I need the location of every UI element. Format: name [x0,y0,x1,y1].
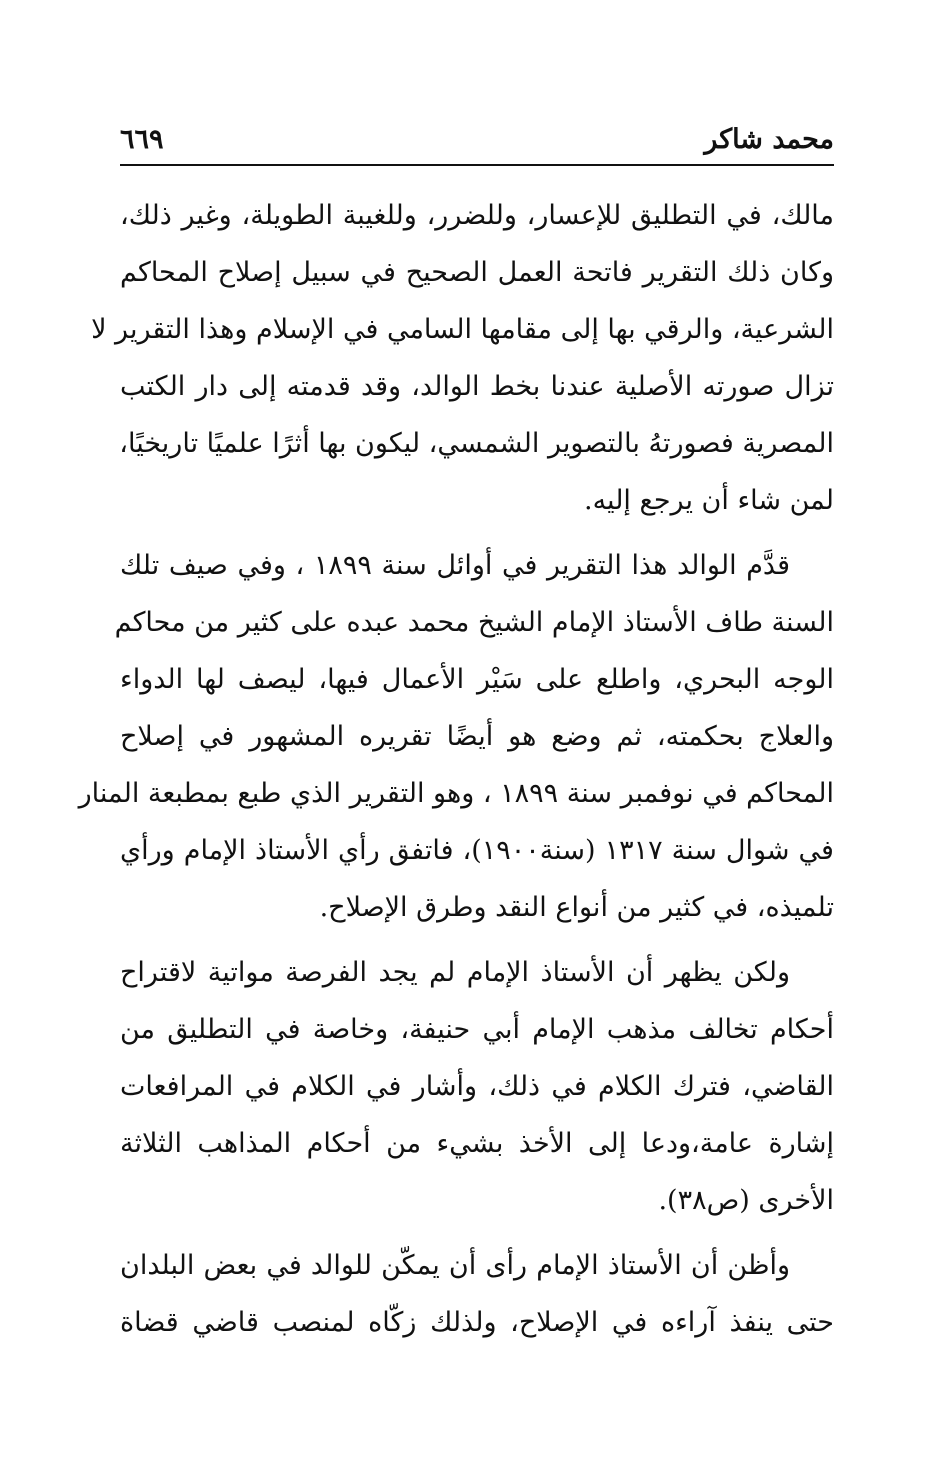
text-line: تلميذه، في كثير من أنواع النقد وطرق الإصلاح. [319,892,834,923]
text-line: مالك، في التطليق للإعسار، وللضرر، وللغيبة الطويلة، وغير ذلك، [120,200,834,231]
paragraph-1 [91,187,834,529]
running-head-title: محمد شاكر [704,124,834,155]
text-line: الأخرى (ص٣٨). [658,1185,834,1216]
text-line: أحكام تخالف مذهب الإمام أبي حنيفة، وخاصة في التطليق من [120,1014,834,1045]
text-line: وأظن أن الأستاذ الإمام رأى أن يمكّن للوالد في بعض البلدان [120,1250,790,1281]
text-line: المحاكم في نوفمبر سنة ١٨٩٩ ، وهو التقرير الذي طبع بمطبعة المنار [78,778,834,809]
text-line: القاضي، فترك الكلام في ذلك، وأشار في الكلام في المرافعات [120,1071,834,1102]
text-line: قدَّم الوالد هذا التقرير في أوائل سنة ١٨٩٩ ، وفي صيف تلك [120,550,790,581]
text-line: تزال صورته الأصلية عندنا بخط الوالد، وقد قدمته إلى دار الكتب [120,371,834,402]
text-line: الشرعية، والرقي بها إلى مقامها السامي في الإسلام وهذا التقرير لا [91,314,834,345]
paragraph-3 [120,944,834,1229]
text-line: الوجه البحري، واطلع على سَيْر الأعمال فيها، ليصف لها الدواء [120,664,834,695]
text-line: في شوال سنة ١٣١٧ (سنة١٩٠٠)، فاتفق رأي الأستاذ الإمام ورأي [120,835,834,866]
text-line: لمن شاء أن يرجع إليه. [583,485,834,516]
page-number: ٦٦٩ [120,124,164,155]
body-text [78,187,834,1351]
running-head [120,118,834,162]
text-line: السنة طاف الأستاذ الإمام الشيخ محمد عبده على كثير من محاكم [114,607,834,638]
paragraph-4 [120,1237,834,1351]
text-line: وكان ذلك التقرير فاتحة العمل الصحيح في سبيل إصلاح المحاكم [120,257,834,288]
text-line: ولكن يظهر أن الأستاذ الإمام لم يجد الفرصة مواتية لاقتراح [120,957,790,988]
text-line: إشارة عامة،ودعا إلى الأخذ بشيء من أحكام المذاهب الثلاثة [120,1128,834,1159]
text-line: حتى ينفذ آراءه في الإصلاح، ولذلك زكّاه لمنصب قاضي قضاة [120,1307,834,1338]
header-rule [120,164,834,166]
text-line: المصرية فصورتهُ بالتصوير الشمسي، ليكون بها أثرًا علميًا تاريخيًا، [119,428,834,459]
paragraph-2 [78,537,834,936]
text-line: والعلاج بحكمته، ثم وضع هو أيضًا تقريره المشهور في إصلاح [120,721,834,752]
